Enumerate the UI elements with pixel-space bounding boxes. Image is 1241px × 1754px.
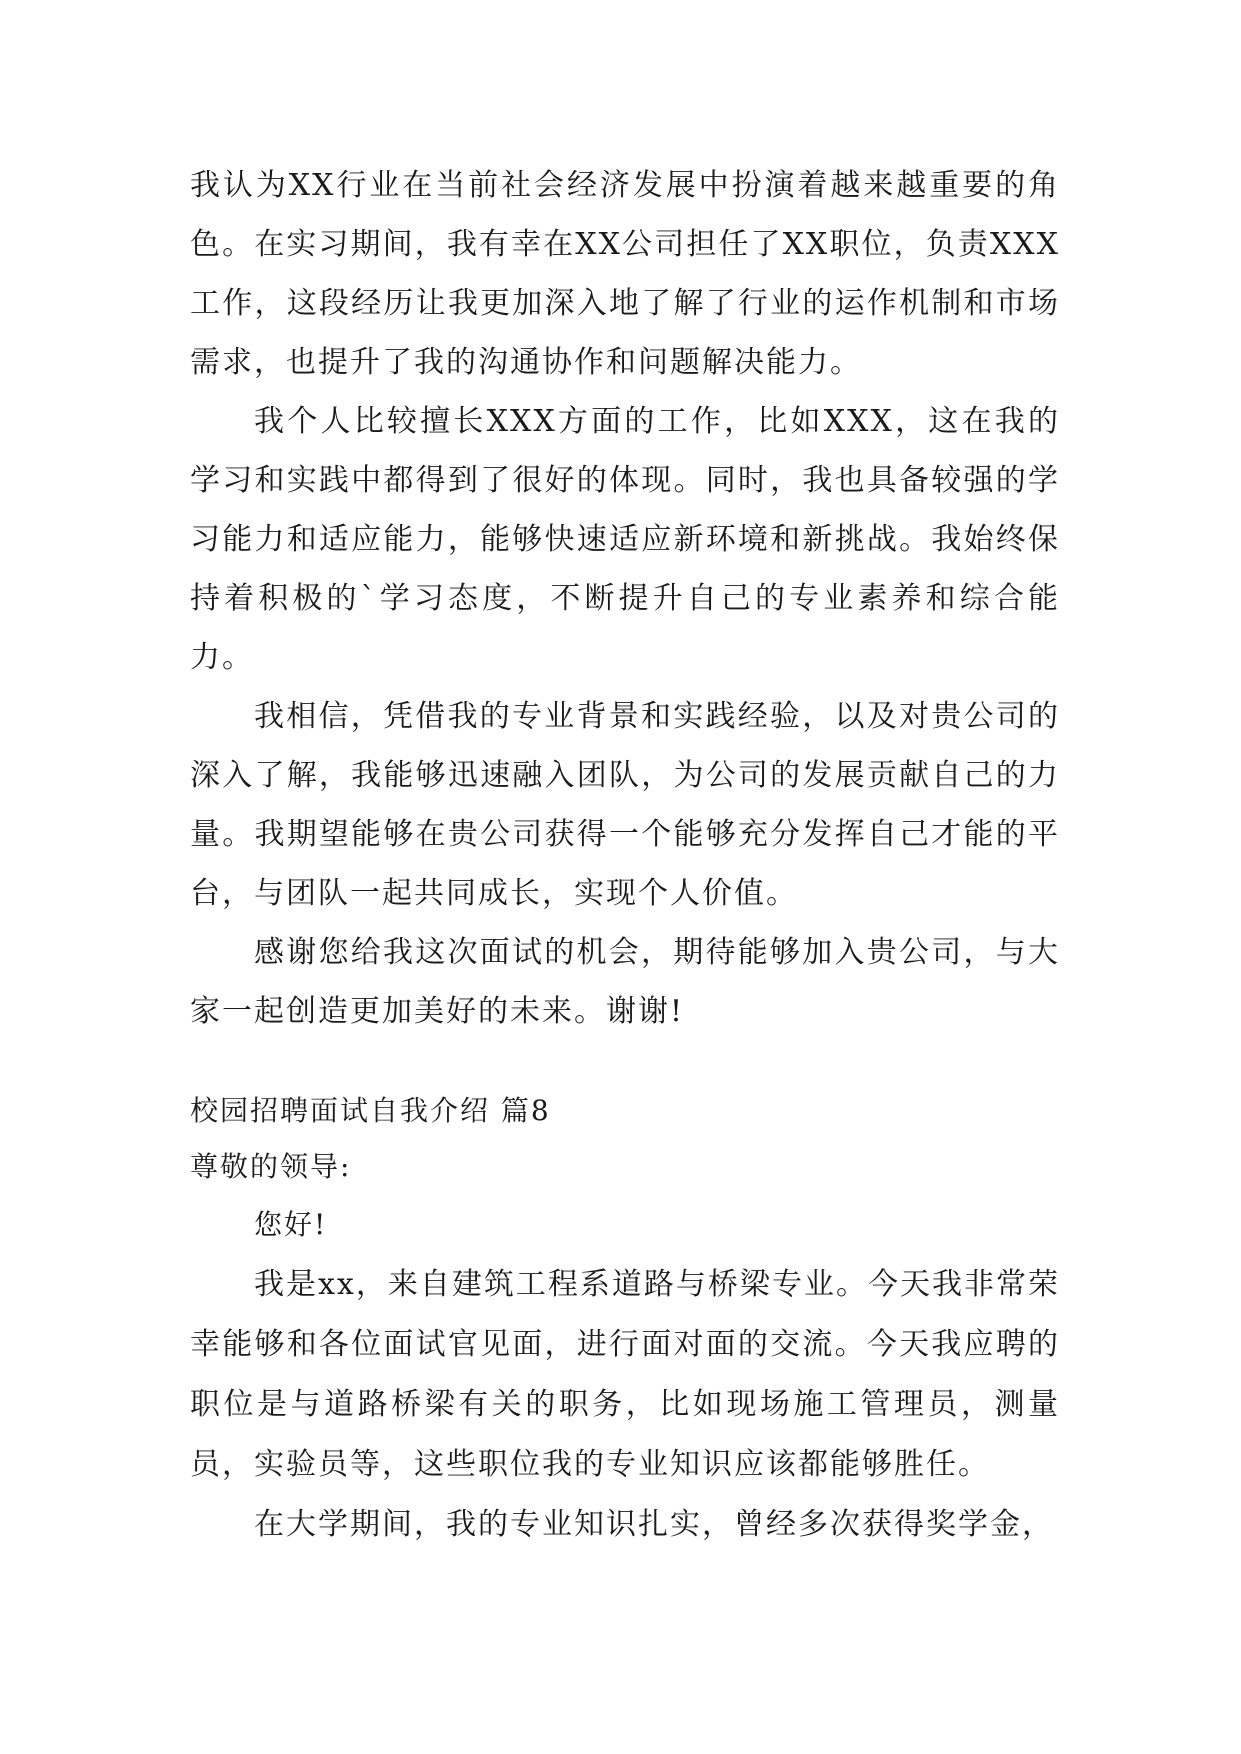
document-body xyxy=(190,156,1060,1555)
section-article-8 xyxy=(190,1083,1060,1555)
section-spacer xyxy=(190,1041,1060,1083)
paragraph-strengths: 我个人比较擅长XXX方面的工作，比如XXX，这在我的学习和实践中都得到了很好的体现。同时，我也具备较强的学习能力和适应能力，能够快速适应新环境和新挑战。我始终保持着积极的`学习态度，不断提升自己的专业素养和综合能力。 xyxy=(190,404,1060,675)
paragraph-introduction: 我是xx，来自建筑工程系道路与桥梁专业。今天我非常荣幸能够和各位面试官见面，进行面对面的交流。今天我应聘的职位是与道路桥梁有关的职务，比如现场施工管理员，测量员，实验员等，这些职位我的专业知识应该都能够胜任。 xyxy=(190,1267,1060,1482)
greeting: 您好! xyxy=(254,1208,328,1241)
paragraph-thanks: 感谢您给我这次面试的机会，期待能够加入贵公司，与大家一起创造更加美好的未来。谢谢! xyxy=(190,935,1060,1029)
paragraph-industry-view: 我认为XX行业在当前社会经济发展中扮演着越来越重要的角色。在实习期间，我有幸在XX公司担任了XX职位，负责XXX工作，这段经历让我更加深入地了解了行业的运作机制和市场需求，也提升了我的沟通协作和问题解决能力。 xyxy=(190,168,1060,380)
paragraph-university: 在大学期间，我的专业知识扎实，曾经多次获得奖学金， xyxy=(254,1507,1054,1542)
section-heading: 校园招聘面试自我介绍 篇8 xyxy=(190,1094,551,1127)
paragraph-confidence: 我相信，凭借我的专业背景和实践经验，以及对贵公司的深入了解，我能够迅速融入团队，为公司的发展贡献自己的力量。我期望能够在贵公司获得一个能够充分发挥自己才能的平台，与团队一起共同成长，实现个人价值。 xyxy=(190,699,1060,911)
salutation: 尊敬的领导: xyxy=(190,1150,352,1183)
